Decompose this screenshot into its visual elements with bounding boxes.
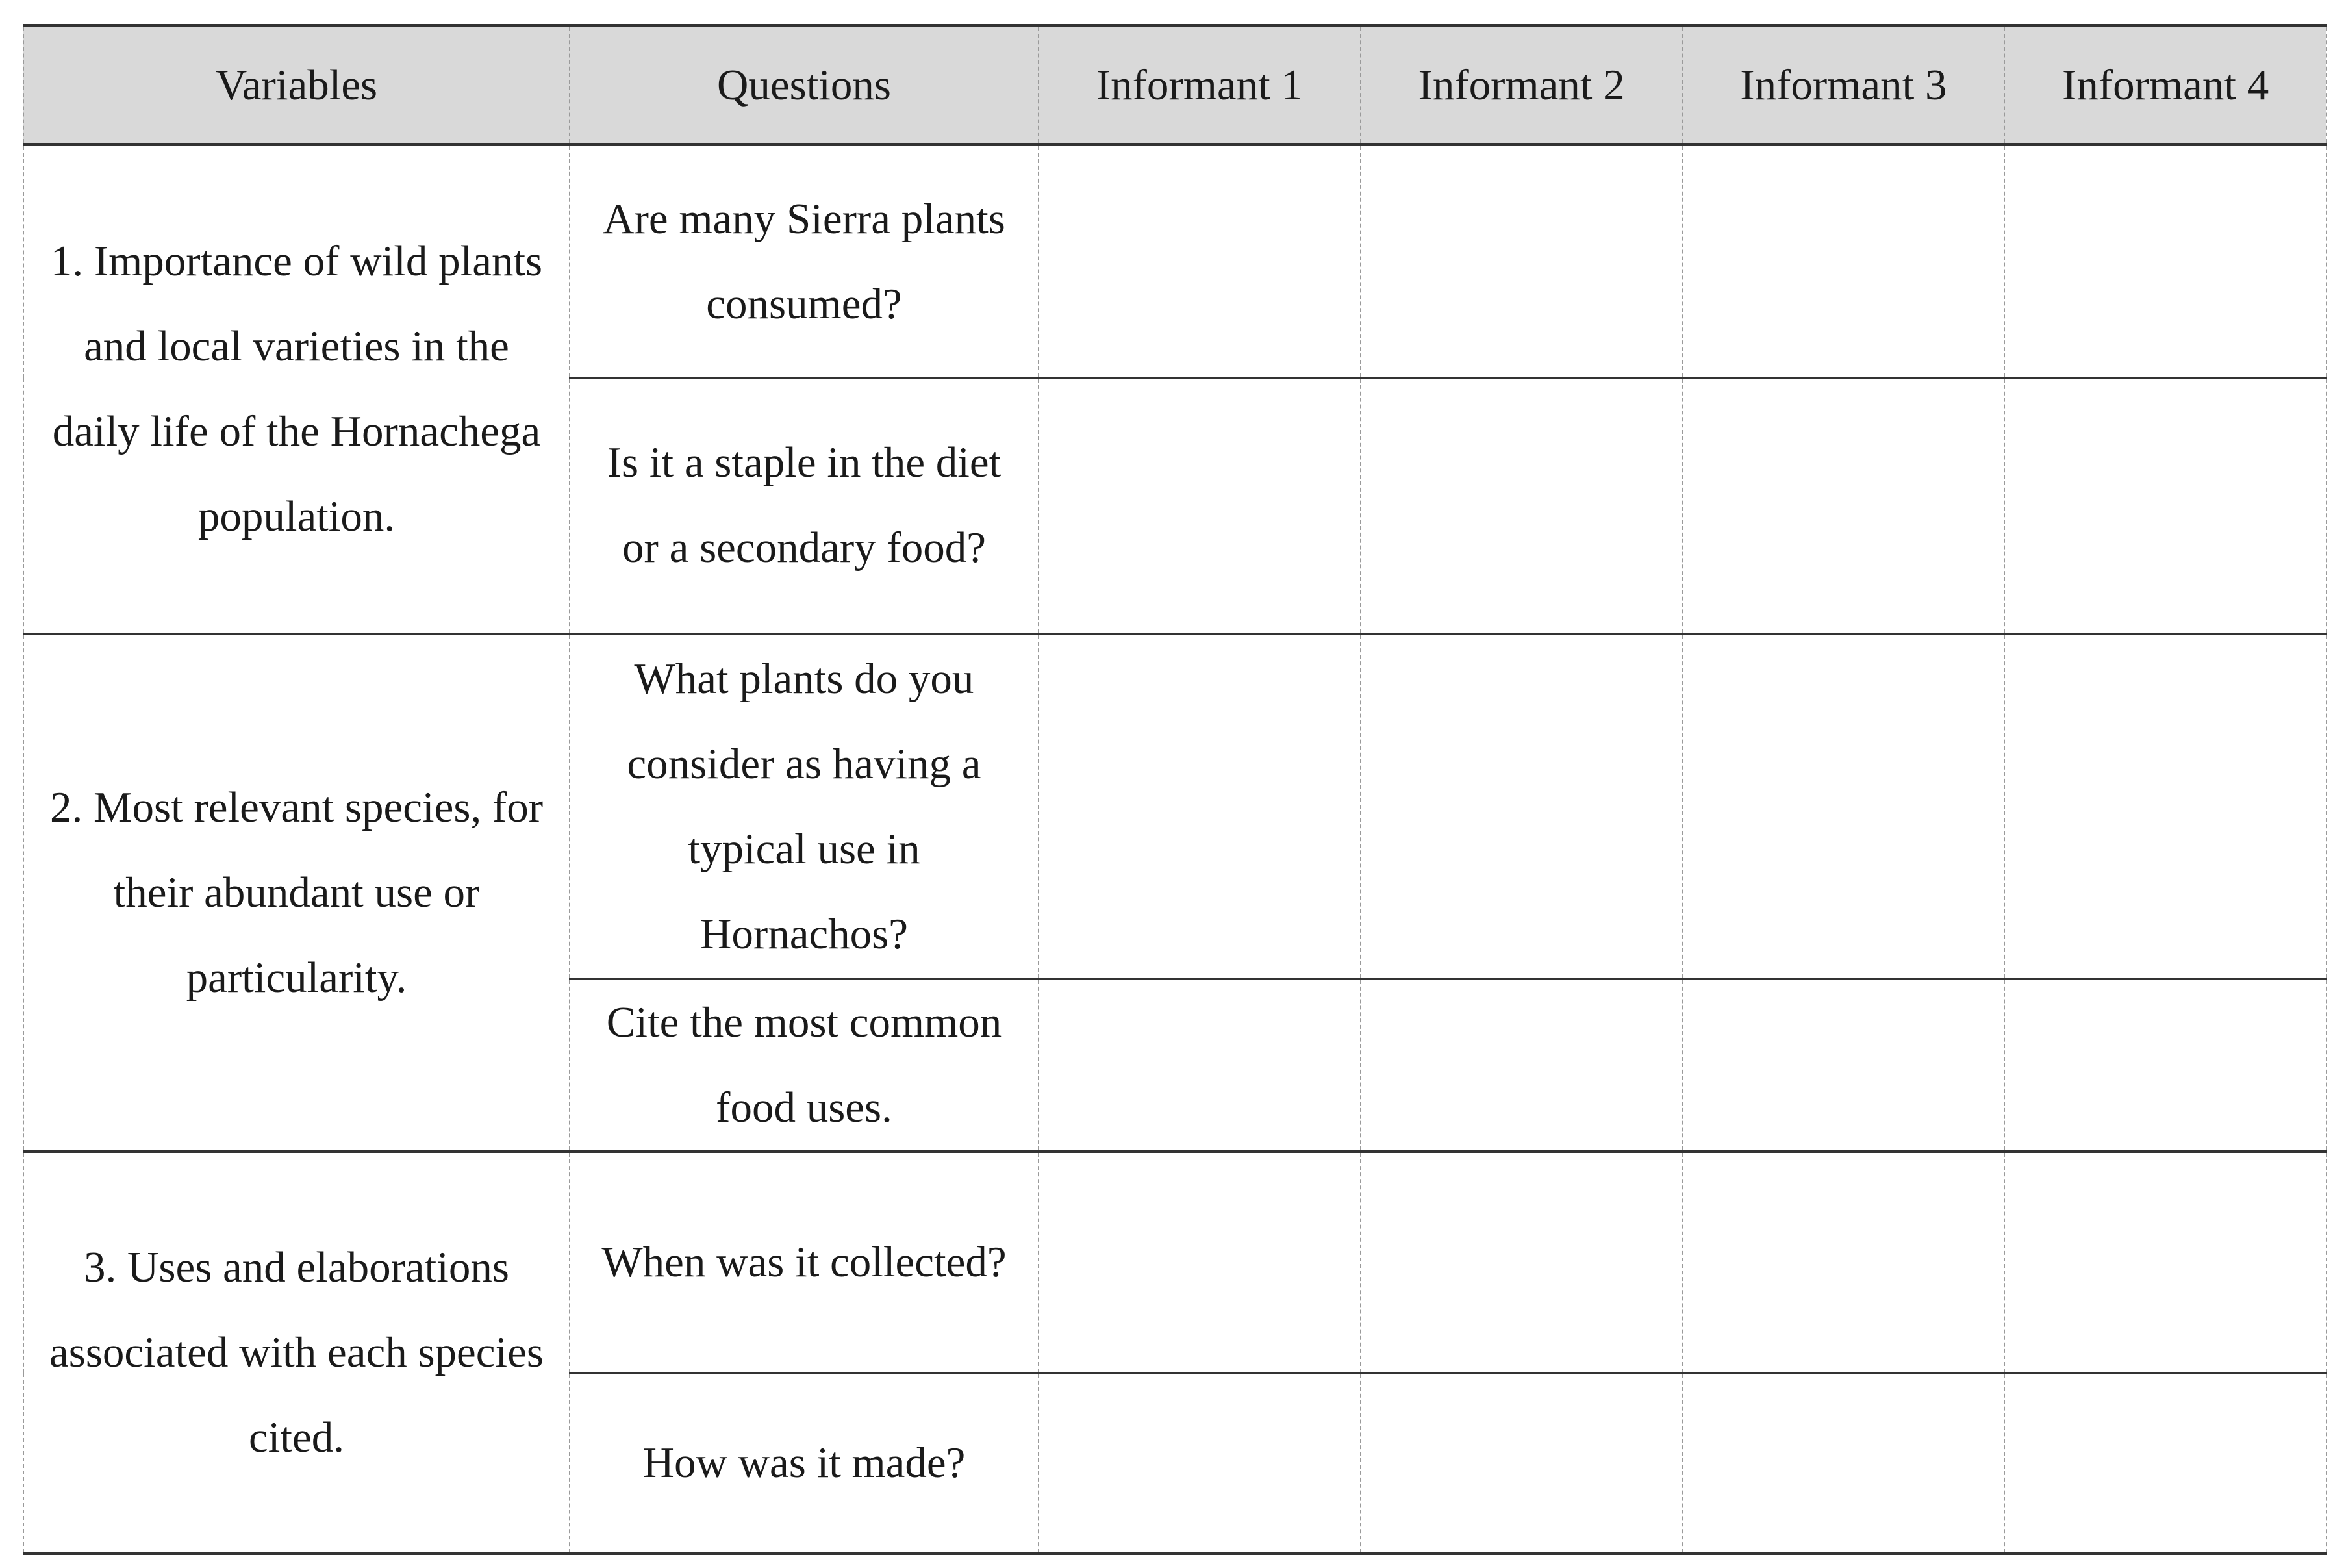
informant-cell: [1683, 980, 2005, 1152]
informant-cell: [2004, 378, 2326, 634]
informant-cell: [1683, 378, 2005, 634]
variable-cell-3: 3. Uses and elaborations associated with each species cited.: [23, 1152, 570, 1554]
variable-cell-2: 2. Most relevant species, for their abundant use or particularity.: [23, 634, 570, 1152]
informant-cell: [1361, 1152, 1683, 1373]
question-cell: Are many Sierra plants consumed?: [570, 145, 1039, 378]
informant-cell: [1361, 145, 1683, 378]
questionnaire-table: [23, 24, 2327, 1555]
informant-cell: [2004, 1373, 2326, 1554]
informant-cell: [1361, 1373, 1683, 1554]
header-informant-4: Informant 4: [2004, 26, 2326, 145]
informant-cell: [1039, 378, 1361, 634]
header-informant-3: Informant 3: [1683, 26, 2005, 145]
informant-cell: [2004, 980, 2326, 1152]
table-row: [23, 145, 2326, 378]
informant-cell: [1361, 378, 1683, 634]
informant-cell: [1361, 634, 1683, 980]
informant-cell: [1039, 1373, 1361, 1554]
question-cell: Is it a staple in the diet or a secondary food?: [570, 378, 1039, 634]
informant-cell: [1683, 634, 2005, 980]
table-row: [23, 634, 2326, 980]
informant-cell: [1361, 980, 1683, 1152]
informant-cell: [1039, 980, 1361, 1152]
informant-cell: [1683, 145, 2005, 378]
questionnaire-table-container: [23, 24, 2326, 1555]
header-row: [23, 26, 2326, 145]
header-questions: Questions: [570, 26, 1039, 145]
informant-cell: [1683, 1152, 2005, 1373]
question-cell: How was it made?: [570, 1373, 1039, 1554]
informant-cell: [2004, 145, 2326, 378]
informant-cell: [2004, 634, 2326, 980]
table-row: [23, 1152, 2326, 1373]
question-cell: Cite the most common food uses.: [570, 980, 1039, 1152]
informant-cell: [1039, 145, 1361, 378]
header-informant-1: Informant 1: [1039, 26, 1361, 145]
informant-cell: [1039, 1152, 1361, 1373]
question-cell: What plants do you consider as having a typical use in Hornachos?: [570, 634, 1039, 980]
variable-cell-1: 1. Importance of wild plants and local varieties in the daily life of the Hornachega population.: [23, 145, 570, 634]
informant-cell: [1039, 634, 1361, 980]
informant-cell: [1683, 1373, 2005, 1554]
header-informant-2: Informant 2: [1361, 26, 1683, 145]
informant-cell: [2004, 1152, 2326, 1373]
header-variables: Variables: [23, 26, 570, 145]
question-cell: When was it collected?: [570, 1152, 1039, 1373]
